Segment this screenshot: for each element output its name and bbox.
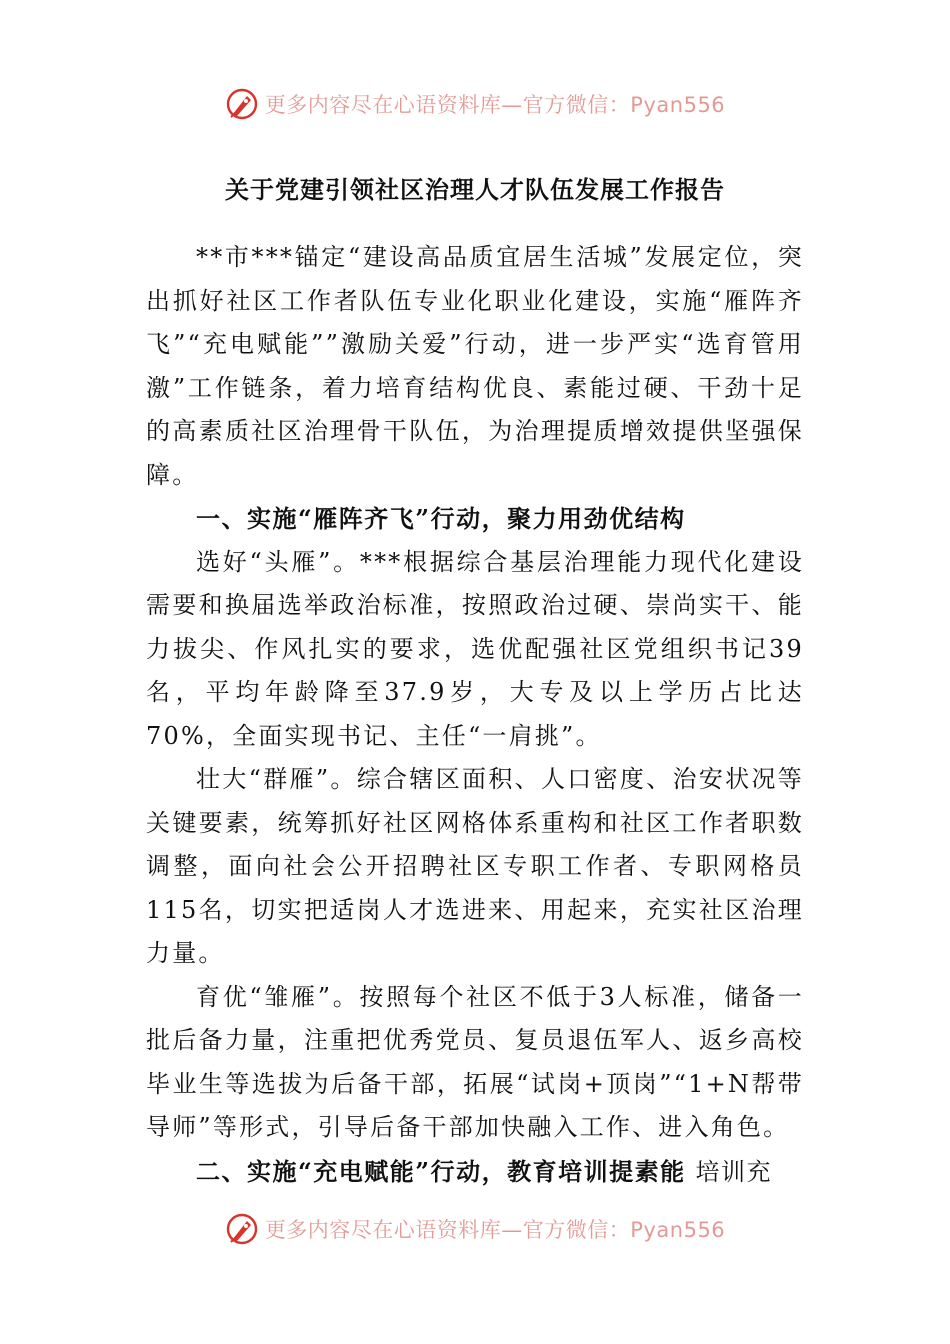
pen-nib-logo-icon <box>225 87 259 121</box>
watermark-banner-bottom <box>0 1209 950 1249</box>
section-heading-2-text: 二、实施“充电赋能”行动，教育培训提素能 <box>196 1156 686 1186</box>
intro-paragraph: **市***锚定“建设高品质宜居生活城”发展定位，突出抓好社区工作者队伍专业化职业化建设，实施“雁阵齐飞”“充电赋能””激励关爱”行动，进一步严实“选育管用激”工作链条，着力培育结构优良、素能过硬、干劲十足的高素质社区治理骨干队伍，为治理提质增效提供坚强保障。 <box>146 243 804 489</box>
paragraph-head-goose: 选好“头雁”。***根据综合基层治理能力现代化建设需要和换届选举政治标准，按照政治过硬、崇尚实干、能力拔尖、作风扎实的要求，选优配强社区党组织书记39名，平均年龄降至37.9岁，大专及以上学历占比达70%，全面实现书记、主任“一肩挑”。 <box>146 547 804 750</box>
watermark-banner-top <box>0 84 950 124</box>
section-heading-1: 一、实施“雁阵齐飞”行动，聚力用劲优结构 <box>196 504 686 533</box>
pen-nib-logo-icon <box>225 1212 259 1246</box>
section-heading-2 <box>146 1150 804 1195</box>
watermark-text-bottom: 更多内容尽在心语资料库—官方微信：Pyan556 <box>264 1218 726 1242</box>
section-2-continuation: 培训充 <box>695 1157 772 1186</box>
watermark-text-top: 更多内容尽在心语资料库—官方微信：Pyan556 <box>264 93 726 117</box>
paragraph-flock: 壮大“群雁”。综合辖区面积、人口密度、治安状况等关键要素，统筹抓好社区网格体系重构和社区工作者职数调整，面向社会公开招聘社区专职工作者、专职网格员115名，切实把适岗人才选进来、用起来，充实社区治理力量。 <box>146 765 804 967</box>
paragraph-young-goose: 育优“雏雁”。按照每个社区不低于3人标准，储备一批后备力量，注重把优秀党员、复员退伍军人、返乡高校毕业生等选拔为后备干部，拓展“试岗+顶岗”“1+N帮带导师”等形式，引导后备干部加快融入工作、进入角色。 <box>146 982 804 1141</box>
document-title: 关于党建引领社区治理人才队伍发展工作报告 <box>225 175 725 204</box>
document-body <box>146 236 804 1194</box>
